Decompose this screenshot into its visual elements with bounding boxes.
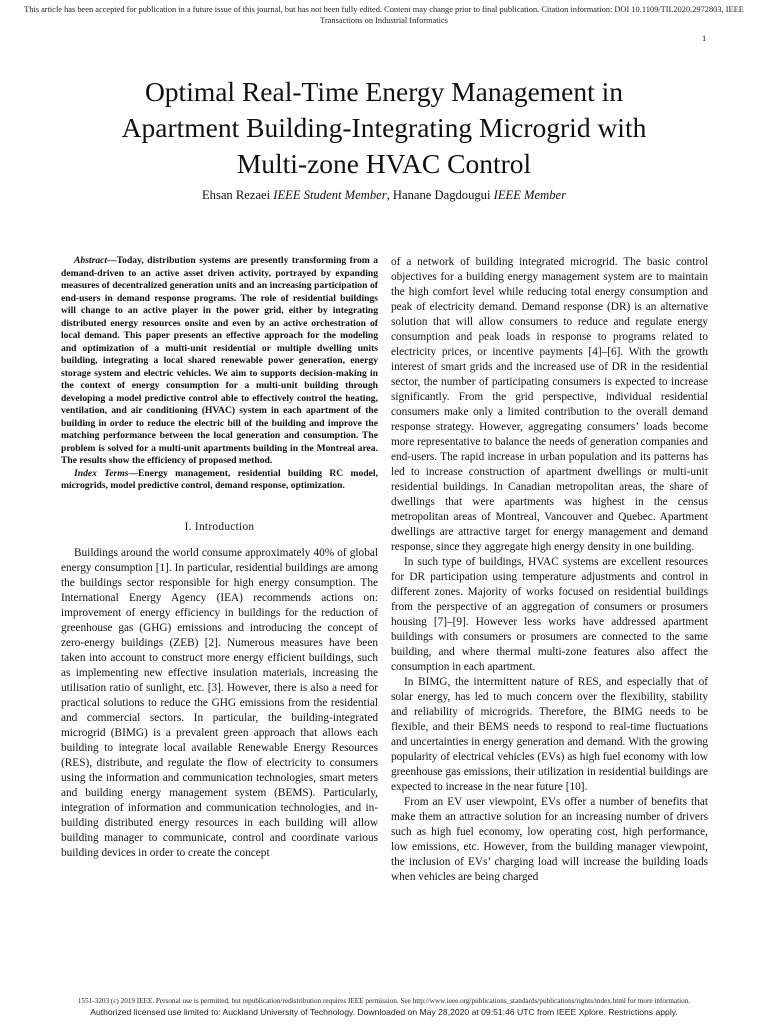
index-terms-text: —Energy management, residential building RC model, microgrids, model predictive control, demand response, optimization. xyxy=(61,467,378,491)
body-paragraph: Buildings around the world consume approximately 40% of global energy consumption [1]. In particular, residential buildings are among the buildings sector responsible for high energy consumption. The International Energy Agency (IEA) recommends actions on: improvement of energy efficiency in buildings for the reduction of greenhouse gas (GHG) emissions and introducing the concept of zero-energy buildings (ZEB) [2]. Numerous measures have been taken into account to construct more energy efficient buildings, such as implementing new effective insulation materials, increasing the utilisation ratio of sunlight, etc. [3]. However, there is also a need for practical solutions to reduce the GHG emissions from the residential and commercial sectors. In particular, the building-integrated microgrid (BIMG) is a prevalent green approach that allows each building to integrate local available Renewable Energy Resources (RES), distribute, and regulate the flow of electricity to consumers using the information and communication technologies, smart meters and building energy management system (BEMS). Particularly, integration of information and communication technologies, and in-building distributed energy resources in each building will allow building manager to communicate, control and coordinate various building devices in order to create the concept xyxy=(61,546,378,859)
left-column xyxy=(61,255,378,861)
body-paragraph: In BIMG, the intermittent nature of RES, and especially that of solar energy, has led to much concern over the flexibility, stability and reliability of microgrids. Therefore, the BIMG needs to be flexible, and their BEMS needs to respond to real-time fluctuations and uncertainties in energy generation and demand. With the growing popularity of electrical vehicles (EVs) as high fuel economy with low greenhouse gas emissions, their utilization in residential buildings are expected to increase in the near future [10]. xyxy=(391,676,708,793)
author-line xyxy=(60,187,708,203)
page-number: 1 xyxy=(702,34,707,43)
publication-notice-line2: Transactions on Industrial Informatics xyxy=(320,16,448,25)
publication-notice xyxy=(0,4,768,26)
abstract-label: Abstract xyxy=(74,255,108,266)
author-name: Hanane Dagdougui xyxy=(392,188,491,202)
paper-title-line2: Apartment Building-Integrating Microgrid with xyxy=(121,112,647,143)
license-notice: Authorized licensed use limited to: Auckland University of Technology. Downloaded on May 28,2020 at 09:51:46 UTC from IEEE Xplore. Restrictions apply. xyxy=(90,1007,678,1017)
index-terms-label: Index Terms xyxy=(74,467,129,479)
publication-notice-line1: This article has been accepted for publication in a future issue of this journal, but has not been fully edited. Content may change prior to final publication. Citation information: DOI 10.1109/TII.2020.2972803, IEEE xyxy=(24,5,744,14)
paper-title-line1: Optimal Real-Time Energy Management in xyxy=(144,76,624,107)
author-name: Ehsan Rezaei xyxy=(201,188,271,202)
abstract-text: —Today, distribution systems are presently transforming from a demand-driven to an active asset driven activity, portrayed by expanding measures of decentralized generation units and an increasing participation of end-users in demand response programs. The role of residential buildings will change to an active player in the power grid, either by integrating distributed energy resources onsite and even by an active orchestration of local demand. This paper presents an effective approach for the modeling and optimization of a multi-unit residential or multiple dwelling units building, integrating a local shared renewable power generation, energy storage system and electric vehicles. We aim to supports decision-making in the context of energy consumption for a multi-unit building through developing a model predictive control able to effectively control the heating, ventilation, and air conditioning (HVAC) system in each apartment of the building in order to reduce the electric bill of the building and improve the matching performance between the local generation and consumption. The problem is solved for a multi-unit apartments building in the Montreal area. The results show the efficiency of proposed method. xyxy=(61,255,378,466)
author-separator: , xyxy=(386,188,393,202)
section-heading: I. Introduction xyxy=(184,520,255,533)
right-column xyxy=(391,255,708,885)
abstract xyxy=(61,255,378,468)
index-terms xyxy=(61,468,378,493)
body-paragraph: In such type of buildings, HVAC systems are excellent resources for DR participation using temperature adjustments and control in different zones. Majority of works focused on residential buildings from the perspective of an aggregation of consumers or prosumers housing [7]–[9]. However less works have addressed apartment buildings with consumers or prosumers are connected to the same building, and where thermal multi-zone features also affect the consumption in each apartment. xyxy=(391,556,708,673)
author-role: IEEE Student Member xyxy=(273,188,387,202)
body-paragraph-continued: of a network of building integrated microgrid. The basic control objectives for a building energy management system are to maintain the high comfort level while reducing total energy consumption and peak of electricity demand. Demand response (DR) is an alternative solution that will allow consumers to reduce and regulate energy consumption and peak loads in response to programs related to electricity prices, or incentive payments [4]–[6]. With the growth interest of smart grids and the increased use of DR in the residential sector, the number of participating consumers is expected to increase significantly. From the grid perspective, individual residential consumers make only a limited contribution to the overall demand response strategy. However, aggregating consumers’ loads become more representative to balance the needs of generation companies and end-users. The rapid increase in urban population and its patterns has led to increase construction of apartment dwellings or multi-unit residential buildings. In Canadian metropolitan areas, the share of dwellings that were apartments was highest in the census metropolitan areas of Montreal, Vancouver and Quebec. Apartment dwellings are attractive target for energy management and demand response, since they aggregate high energy density in one building. xyxy=(391,256,708,553)
paper-title xyxy=(60,74,708,182)
author-role: IEEE Member xyxy=(493,188,567,202)
paper-title-line3: Multi-zone HVAC Control xyxy=(236,148,532,179)
body-paragraph: From an EV user viewpoint, EVs offer a number of benefits that make them an attractive solution for an increasing number of drivers such as high fuel economy, low operating cost, high performance, low emissions, etc. However, from the building manager viewpoint, the inclusion of EVs’ charging load will increase the building loads when vehicles are being charged xyxy=(391,796,708,883)
copyright-notice: 1551-3203 (c) 2019 IEEE. Personal use is permitted, but republication/redistribution requires IEEE permission. See http://www.ieee.org/publications_standards/publications/rights/index.html for more information. xyxy=(77,997,691,1005)
